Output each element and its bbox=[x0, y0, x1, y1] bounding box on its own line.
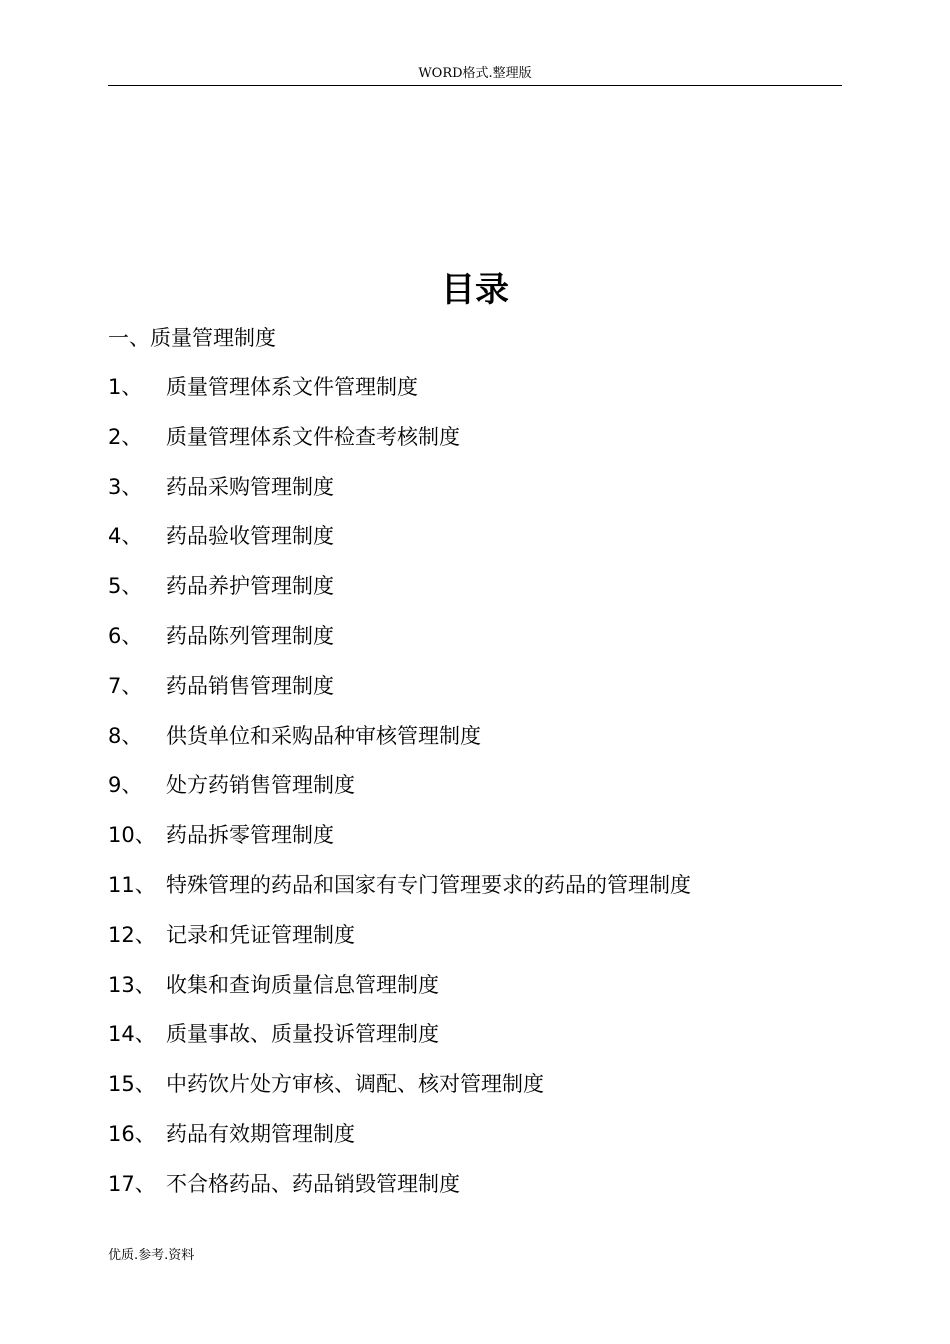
toc-item-number: 10、 bbox=[108, 823, 156, 848]
toc-item-number: 5、 bbox=[108, 574, 143, 599]
toc-item-number: 16、 bbox=[108, 1121, 156, 1146]
header-divider bbox=[108, 85, 842, 86]
toc-item-label: 供货单位和采购品种审核管理制度 bbox=[166, 723, 481, 748]
toc-item-number: 2、 bbox=[108, 424, 143, 449]
toc-item-number: 6、 bbox=[108, 623, 143, 648]
toc-item bbox=[108, 1019, 842, 1069]
toc-item bbox=[108, 970, 842, 1020]
toc-item-label: 药品陈列管理制度 bbox=[166, 623, 334, 648]
toc-item bbox=[108, 372, 842, 422]
toc-item bbox=[108, 671, 842, 721]
toc-item-label: 记录和凭证管理制度 bbox=[166, 922, 355, 947]
toc-item bbox=[108, 820, 842, 870]
section-heading: 一、质量管理制度 bbox=[108, 326, 276, 350]
toc-item-number: 9、 bbox=[108, 773, 143, 798]
toc-item-label: 特殊管理的药品和国家有专门管理要求的药品的管理制度 bbox=[166, 872, 691, 897]
toc-item-number: 17、 bbox=[108, 1171, 156, 1196]
toc-item bbox=[108, 1169, 842, 1219]
page-header: WORD格式.整理版 bbox=[418, 66, 532, 81]
toc-item bbox=[108, 870, 842, 920]
toc-item-number: 12、 bbox=[108, 922, 156, 947]
toc-item-number: 11、 bbox=[108, 872, 156, 897]
toc-item-number: 14、 bbox=[108, 1022, 156, 1047]
toc-item bbox=[108, 521, 842, 571]
toc-item-number: 13、 bbox=[108, 972, 156, 997]
toc-item-number: 8、 bbox=[108, 723, 143, 748]
toc-item-label: 中药饮片处方审核、调配、核对管理制度 bbox=[166, 1072, 544, 1097]
toc-item-label: 药品拆零管理制度 bbox=[166, 823, 334, 848]
toc-item bbox=[108, 1069, 842, 1119]
toc-item bbox=[108, 571, 842, 621]
toc-item-number: 7、 bbox=[108, 673, 143, 698]
toc-item-number: 1、 bbox=[108, 375, 143, 399]
toc-item-label: 药品采购管理制度 bbox=[166, 474, 334, 499]
toc-item-label: 不合格药品、药品销毁管理制度 bbox=[166, 1171, 460, 1196]
toc-item-label: 质量管理体系文件管理制度 bbox=[166, 375, 418, 399]
document-title: 目录 bbox=[441, 270, 509, 310]
toc-item bbox=[108, 472, 842, 522]
toc-item bbox=[108, 770, 842, 820]
toc-item-label: 质量管理体系文件检查考核制度 bbox=[166, 424, 460, 449]
toc-item bbox=[108, 422, 842, 472]
toc-list bbox=[108, 372, 842, 1219]
toc-item-number: 15、 bbox=[108, 1072, 156, 1097]
toc-item bbox=[108, 621, 842, 671]
toc-item bbox=[108, 920, 842, 970]
toc-item-label: 收集和查询质量信息管理制度 bbox=[166, 972, 439, 997]
toc-item-number: 4、 bbox=[108, 524, 143, 549]
toc-item-label: 药品养护管理制度 bbox=[166, 574, 334, 599]
page-footer: 优质.参考.资料 bbox=[108, 1248, 195, 1263]
toc-item-number: 3、 bbox=[108, 474, 143, 499]
toc-item-label: 药品销售管理制度 bbox=[166, 673, 334, 698]
toc-item bbox=[108, 721, 842, 771]
toc-item-label: 处方药销售管理制度 bbox=[166, 773, 355, 798]
toc-item bbox=[108, 1119, 842, 1169]
toc-item-label: 药品验收管理制度 bbox=[166, 524, 334, 549]
toc-item-label: 质量事故、质量投诉管理制度 bbox=[166, 1022, 439, 1047]
toc-item-label: 药品有效期管理制度 bbox=[166, 1121, 355, 1146]
